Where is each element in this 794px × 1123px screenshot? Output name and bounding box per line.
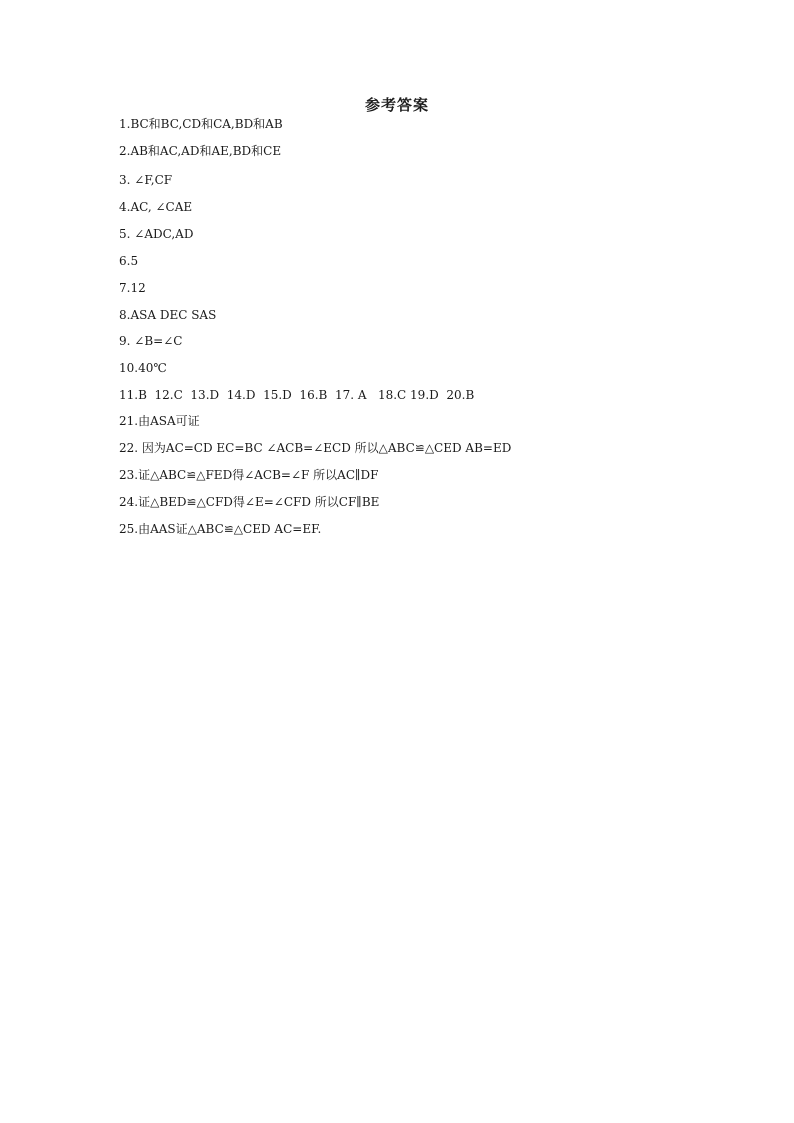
answer-item <box>119 411 719 438</box>
answer-item <box>119 251 719 278</box>
answer-item <box>119 305 719 331</box>
answer-item <box>119 114 719 141</box>
answer-item <box>119 170 719 197</box>
answer-text: 24.证△BED≌△CFD得∠E=∠CFD 所以CF∥BE <box>119 495 380 509</box>
answer-key-title: 参考答案 <box>364 96 429 114</box>
answer-text: 10.40℃ <box>119 361 167 375</box>
answer-list <box>119 114 719 546</box>
answer-item <box>119 197 719 224</box>
answer-item <box>119 278 719 305</box>
answer-text: 21.由ASA可证 <box>119 414 200 428</box>
answer-text: 8.ASA DEC SAS <box>119 308 217 322</box>
answer-text: 25.由AAS证△ABC≌△CED AC=EF. <box>119 522 322 536</box>
answer-item <box>119 224 719 251</box>
answer-item <box>119 438 719 465</box>
answer-item <box>119 385 719 411</box>
answer-text: 2.AB和AC,AD和AE,BD和CE <box>119 144 282 158</box>
answer-item <box>119 331 719 358</box>
answer-text: 6.5 <box>119 254 139 268</box>
answer-text: 1.BC和BC,CD和CA,BD和AB <box>119 117 283 131</box>
answer-item <box>119 465 719 492</box>
answer-item <box>119 358 719 385</box>
answer-text: 23.证△ABC≌△FED得∠ACB=∠F 所以AC∥DF <box>119 468 379 482</box>
answer-text: 9. ∠B=∠C <box>119 334 183 348</box>
answer-text: 11.B 12.C 13.D 14.D 15.D 16.B 17. A 18.C 19.D 20.B <box>119 388 475 402</box>
answer-item <box>119 519 719 546</box>
answer-text: 7.12 <box>119 281 146 295</box>
answer-text: 22. 因为AC=CD EC=BC ∠ACB=∠ECD 所以△ABC≌△CED AB=ED <box>119 441 512 455</box>
answer-text: 4.AC, ∠CAE <box>119 200 193 214</box>
answer-item <box>119 492 719 519</box>
answer-text: 5. ∠ADC,AD <box>119 227 194 241</box>
answer-text: 3. ∠F,CF <box>119 173 173 187</box>
answer-item <box>119 141 719 170</box>
